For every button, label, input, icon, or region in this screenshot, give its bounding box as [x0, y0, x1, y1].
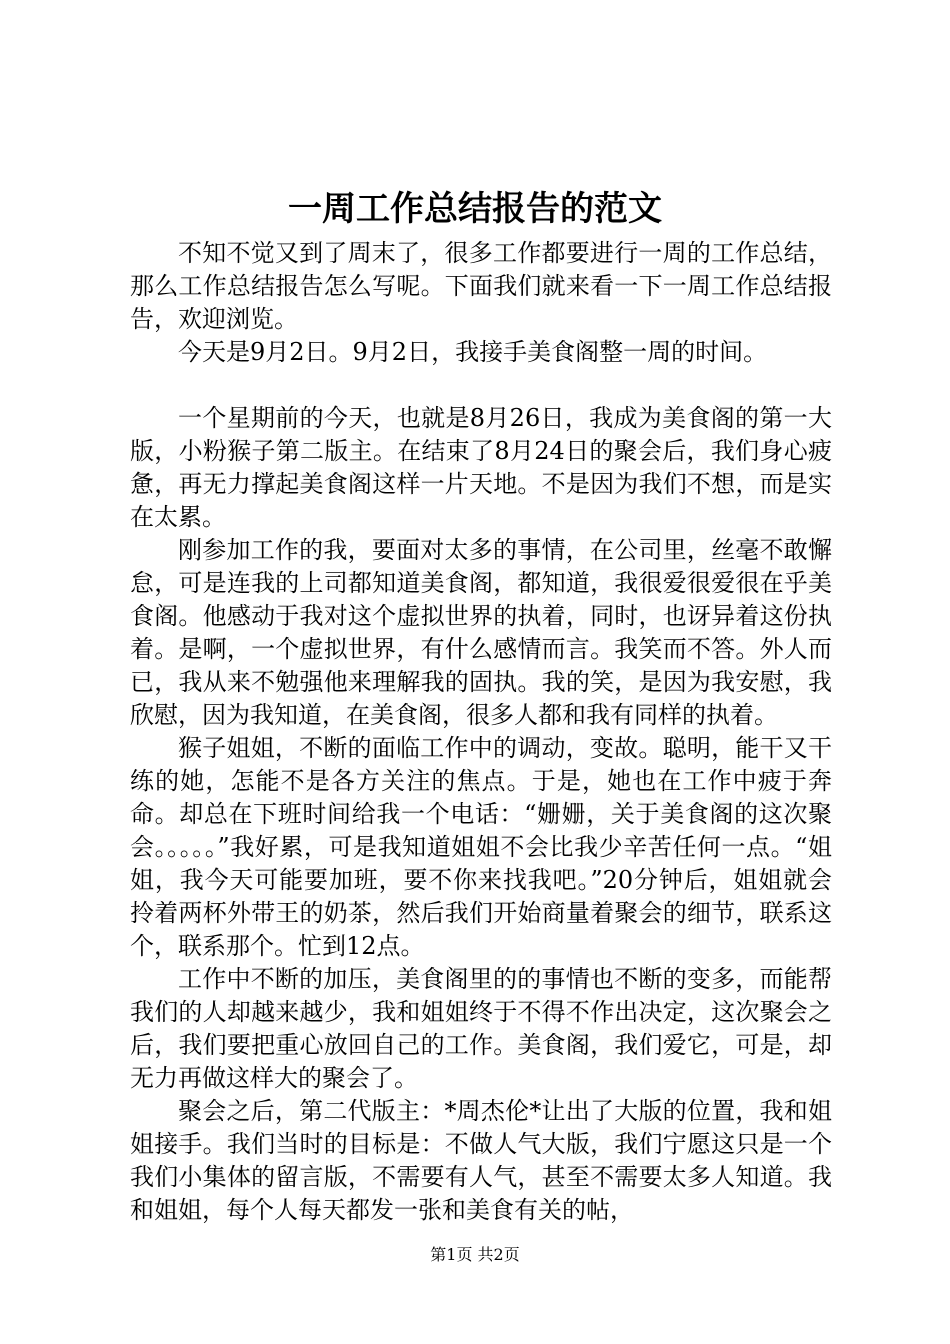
paragraph-intro: 不知不觉又到了周末了，很多工作都要进行一周的工作总结，那么工作总结报告怎么写呢。下面我们就来看一下一周工作总结报告，欢迎浏览。 [130, 239, 832, 333]
paragraph-week-ago: 一个星期前的今天，也就是8月26日，我成为美食阁的第一大版，小粉猴子第二版主。在结束了8月24日的聚会后，我们身心疲惫，再无力撑起美食阁这样一片天地。不是因为我们不想，而是实在太累。 [130, 404, 832, 531]
paragraph-sister: 猴子姐姐，不断的面临工作中的调动，变故。聪明，能干又干练的她，怎能不是各方关注的焦点。于是，她也在工作中疲于奔命。却总在下班时间给我一个电话：“姗姗，关于美食阁的这次聚会。。。。。”我好累，可是我知道姐姐不会比我少辛苦任何一点。“姐姐，我今天可能要加班，要不你来找我吧。”20分钟后，姐姐就会拎着两杯外带王的奶茶，然后我们开始商量着聚会的细节，联系这个，联系那个。忙到12点。 [130, 734, 832, 960]
paragraph-date: 今天是9月2日。9月2日，我接手美食阁整一周的时间。 [178, 338, 768, 366]
document-title: 一周工作总结报告的范文 [288, 189, 662, 229]
paragraph-pressure: 工作中不断的加压，美食阁里的的事情也不断的变多，而能帮我们的人却越来越少，我和姐姐终于不得不作出决定，这次聚会之后，我们要把重心放回自己的工作。美食阁，我们爱它，可是，却无力再做这样大的聚会了。 [130, 965, 832, 1092]
document-body [130, 237, 832, 1227]
paragraph-work: 刚参加工作的我，要面对太多的事情，在公司里，丝毫不敢懈怠，可是连我的上司都知道美食阁，都知道，我很爱很爱很在乎美食阁。他感动于我对这个虚拟世界的执着，同时，也讶异着这份执着。是啊，一个虚拟世界，有什么感情而言。我笑而不答。外人而已，我从来不勉强他来理解我的固执。我的笑，是因为我安慰，我欣慰，因为我知道，在美食阁，很多人都和我有同样的执着。 [130, 536, 832, 729]
paragraph-after-party: 聚会之后，第二代版主：*周杰伦*让出了大版的位置，我和姐姐接手。我们当时的目标是：不做人气大版，我们宁愿这只是一个我们小集体的留言版，不需要有人气，甚至不需要太多人知道。我和姐姐，每个人每天都发一张和美食有关的帖， [130, 1097, 832, 1224]
page-number-footer: 第1页 共2页 [430, 1245, 520, 1264]
